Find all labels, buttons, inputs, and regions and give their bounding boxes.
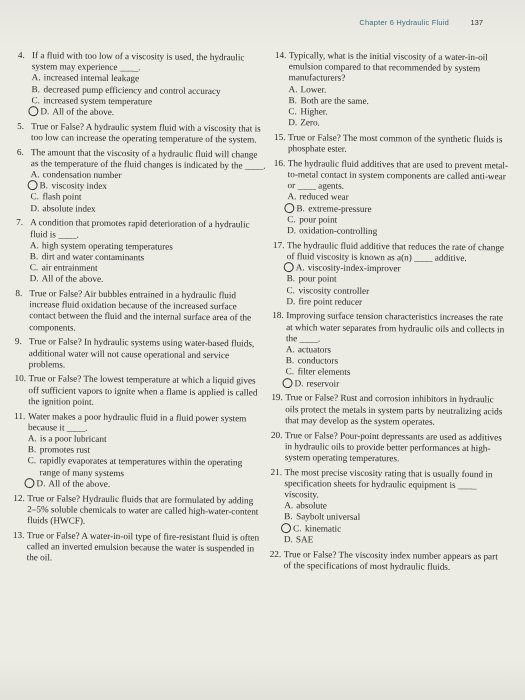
- option-letter: B.: [296, 202, 305, 213]
- option-letter: B.: [27, 444, 37, 455]
- question-16: [273, 158, 509, 239]
- option-text: actuators: [297, 344, 332, 355]
- option-letter: C.: [285, 366, 295, 377]
- chapter-title: Chapter 6 Hydraulic Fluid: [359, 18, 449, 27]
- answer-option: [287, 225, 508, 239]
- option-letter: B.: [29, 251, 39, 262]
- question-stem: The hydraulic fluid additives that are used to prevent metal-to-metal contact in system components are called anti-wear or ____ agents.: [287, 157, 509, 191]
- question-number: 7.: [16, 217, 24, 228]
- answer-options: [284, 500, 505, 547]
- option-letter: D.: [287, 225, 297, 236]
- option-text: All of the above.: [41, 273, 104, 285]
- left-column: [13, 50, 268, 569]
- question-20: [271, 429, 506, 465]
- question-number: 11.: [14, 410, 26, 421]
- question-number: 4.: [17, 50, 25, 61]
- option-letter: C.: [286, 284, 295, 295]
- option-letter: D.: [30, 202, 40, 213]
- question-12: [13, 492, 263, 528]
- option-text: air entrainment: [41, 262, 98, 274]
- option-letter: D.: [36, 478, 46, 489]
- question-13: [13, 530, 263, 566]
- option-letter: B.: [39, 180, 49, 191]
- question-stem: The amount that the viscosity of a hydraulic fluid will change as the temperature of the fluid changes is indicated by the ____.: [30, 146, 266, 171]
- answer-options: [30, 169, 266, 216]
- question-number: 6.: [16, 146, 24, 157]
- option-letter: D.: [286, 295, 296, 306]
- question-19: [271, 392, 506, 428]
- question-17: [272, 240, 508, 310]
- answer-option: [27, 478, 263, 492]
- option-text: increased internal leakage: [43, 72, 140, 84]
- pen-circle-mark: [24, 478, 34, 488]
- option-letter: A.: [284, 500, 294, 511]
- question-stem: If a fluid with too low of a viscosity is used, the hydraulic system may experience ____.: [31, 50, 245, 73]
- question-stem: Water makes a poor hydraulic fluid in a fluid power system because it ____.: [28, 410, 247, 433]
- option-text: Lower.: [300, 83, 327, 95]
- question-10: [14, 373, 264, 409]
- question-number: 10.: [14, 373, 27, 384]
- question-stem: Improving surface tension characteristics increases the rate at which water separates from hydraulic oils and collects in the ____.: [285, 310, 505, 344]
- question-15: [274, 132, 509, 157]
- option-letter: D.: [283, 533, 293, 545]
- option-text: absolute: [296, 500, 327, 511]
- option-text: reduced wear: [299, 191, 349, 203]
- option-text: high system operating temperatures: [41, 240, 173, 252]
- option-text: is a poor lubricant: [39, 433, 107, 444]
- option-text: rapidly evaporates at temperatures within the operating range of many systems: [39, 455, 243, 478]
- answer-option: [285, 378, 506, 392]
- option-text: viscosity-index-improver: [307, 262, 401, 274]
- question-number: 19.: [271, 392, 283, 403]
- answer-options: [286, 262, 507, 309]
- question-8: [15, 288, 265, 335]
- option-letter: A.: [30, 169, 40, 180]
- question-number: 8.: [15, 288, 23, 299]
- option-text: kinematic: [304, 522, 342, 534]
- option-letter: C.: [288, 106, 297, 117]
- option-letter: A.: [295, 262, 305, 273]
- option-letter: C.: [292, 522, 302, 533]
- answer-option: [284, 534, 505, 548]
- question-stem: Typically, what is the initial viscosity of a water-in-oil emulsion compared to that recommended by system manufacturers?: [288, 50, 488, 84]
- question-stem: True or False? Hydraulic fluids that are formulated by adding 2–5% soluble chemicals to water are called high-water-content fluids (HWCF).: [27, 492, 259, 526]
- option-text: increased system temperature: [43, 95, 153, 107]
- question-stem: True or False? Air bubbles entrained in a hydraulic fluid increase fluid oxidation because of the increased surface contact between the fluid and the internal surface area of the components.: [29, 288, 252, 333]
- question-number: 12.: [13, 492, 25, 503]
- answer-option: [286, 296, 507, 310]
- option-text: decreased pump efficiency and control accuracy: [43, 83, 221, 96]
- question-21: [270, 467, 506, 548]
- question-7: [16, 217, 267, 287]
- option-text: oxidation-controlling: [299, 225, 378, 237]
- option-text: extreme-pressure: [308, 202, 372, 214]
- question-number: 16.: [273, 157, 286, 168]
- option-letter: D.: [40, 106, 50, 117]
- question-18: [271, 310, 507, 391]
- option-letter: C.: [30, 191, 39, 202]
- option-text: promotes rust: [39, 444, 91, 455]
- question-stem: True or False? A water-in-oil type of fire-resistant fluid is often called an inverted emulsion because the water is suspended in the oil.: [26, 529, 260, 563]
- option-letter: D.: [294, 377, 304, 389]
- pen-circle-mark: [284, 262, 294, 272]
- right-column: [270, 50, 510, 577]
- option-letter: D.: [29, 273, 39, 284]
- page-number: 137: [470, 18, 483, 27]
- question-stem: The hydraulic fluid additive that reduces the rate of change of fluid viscosity is known as a(n) ____ additive.: [286, 239, 505, 263]
- pen-circle-mark: [282, 378, 292, 388]
- option-text: viscosity index: [51, 180, 108, 192]
- question-11: [13, 411, 264, 492]
- option-letter: C.: [29, 262, 39, 273]
- option-letter: C.: [287, 213, 296, 225]
- option-text: pour point: [299, 214, 338, 225]
- pen-circle-mark: [28, 180, 38, 190]
- question-number: 20.: [270, 429, 283, 440]
- option-text: Both are the same.: [300, 95, 369, 106]
- option-letter: A.: [285, 344, 295, 355]
- question-stem: True or False? The lowest temperature at which a liquid gives off sufficient vapors to ignite when a flame is applied is called the ignition point.: [28, 373, 258, 407]
- option-letter: A.: [288, 83, 298, 94]
- question-stem: True or False? In hydraulic systems using water-based fluids, additional water will not cause operational and service problems.: [28, 336, 255, 370]
- question-number: 5.: [17, 120, 25, 131]
- option-text: flash point: [42, 191, 82, 203]
- option-letter: A.: [31, 72, 41, 83]
- option-text: filter elements: [297, 366, 351, 378]
- question-stem: True or False? The most common of the synthetic fluids is phosphate ester.: [287, 132, 503, 154]
- question-stem: True or False? Pour-point depressants are used as additives in hydraulic oils to provide better performances at high-system operating temperatures.: [284, 429, 502, 464]
- option-text: pour point: [298, 273, 337, 285]
- option-text: viscosity controller: [298, 284, 370, 296]
- option-text: All of the above.: [48, 478, 111, 489]
- question-4: [17, 50, 268, 120]
- option-letter: D.: [288, 117, 298, 128]
- answer-options: [285, 344, 506, 391]
- option-text: SAE: [295, 534, 314, 545]
- option-text: Zero.: [300, 117, 320, 128]
- question-6: [16, 147, 267, 217]
- option-letter: C.: [31, 94, 40, 106]
- option-text: All of the above.: [52, 106, 115, 118]
- answer-option: [31, 106, 267, 120]
- question-22: [270, 549, 505, 574]
- option-text: Saybolt universal: [296, 511, 361, 523]
- answer-options: [288, 84, 509, 131]
- question-number: 14.: [274, 50, 287, 61]
- question-14: [274, 50, 510, 131]
- question-5: [17, 121, 267, 146]
- question-stem: True or False? A hydraulic system fluid with a viscosity that is too low can increase the operating temperature of the system.: [31, 120, 261, 145]
- option-letter: C.: [27, 455, 37, 466]
- option-letter: A.: [287, 191, 297, 202]
- page-curl-shadow: [0, 660, 525, 700]
- option-text: absolute index: [42, 202, 96, 214]
- pen-circle-mark: [28, 106, 38, 116]
- answer-options: [30, 240, 266, 287]
- answer-option: [288, 117, 509, 131]
- option-letter: B.: [286, 273, 296, 284]
- option-text: fire point reducer: [298, 296, 363, 307]
- question-stem: True or False? Rust and corrosion inhibitors in hydraulic oils protect the metals in system parts by neutralizing acids that may develop as the system operates.: [285, 392, 503, 427]
- option-letter: B.: [288, 94, 297, 106]
- question-number: 18.: [272, 310, 284, 321]
- question-number: 22.: [269, 548, 282, 559]
- answer-options: [31, 73, 267, 120]
- option-letter: B.: [285, 355, 295, 366]
- option-letter: B.: [31, 83, 41, 94]
- answer-options: [287, 192, 508, 239]
- option-letter: B.: [284, 511, 293, 522]
- option-text: condensation number: [42, 169, 122, 181]
- pen-circle-mark: [284, 203, 294, 213]
- option-letter: A.: [27, 433, 37, 444]
- question-stem: The most precise viscosity rating that is usually found in specification sheets for hydraulic equipment is ____ viscosity.: [284, 466, 493, 500]
- option-text: Higher.: [300, 106, 328, 117]
- page-header: [0, 0, 525, 46]
- pen-circle-mark: [281, 523, 291, 533]
- option-letter: A.: [29, 239, 39, 250]
- answer-option: [28, 456, 264, 481]
- option-text: dirt and water contaminants: [41, 251, 145, 263]
- option-text: conductors: [297, 355, 339, 366]
- question-number: 21.: [270, 466, 283, 477]
- question-number: 9.: [14, 336, 22, 347]
- question-9: [15, 336, 265, 372]
- answer-option: [30, 203, 266, 217]
- question-number: 15.: [274, 131, 286, 143]
- question-number: 17.: [272, 239, 285, 250]
- question-stem: A condition that promotes rapid deterioration of a hydraulic fluid is ____.: [30, 217, 250, 240]
- answer-options: [27, 433, 264, 491]
- question-number: 13.: [12, 529, 25, 540]
- option-text: reservoir: [306, 378, 340, 389]
- answer-option: [30, 273, 266, 287]
- question-stem: True or False? The viscosity index number appears as part of the specifications of most hydraulic fluids.: [283, 548, 498, 572]
